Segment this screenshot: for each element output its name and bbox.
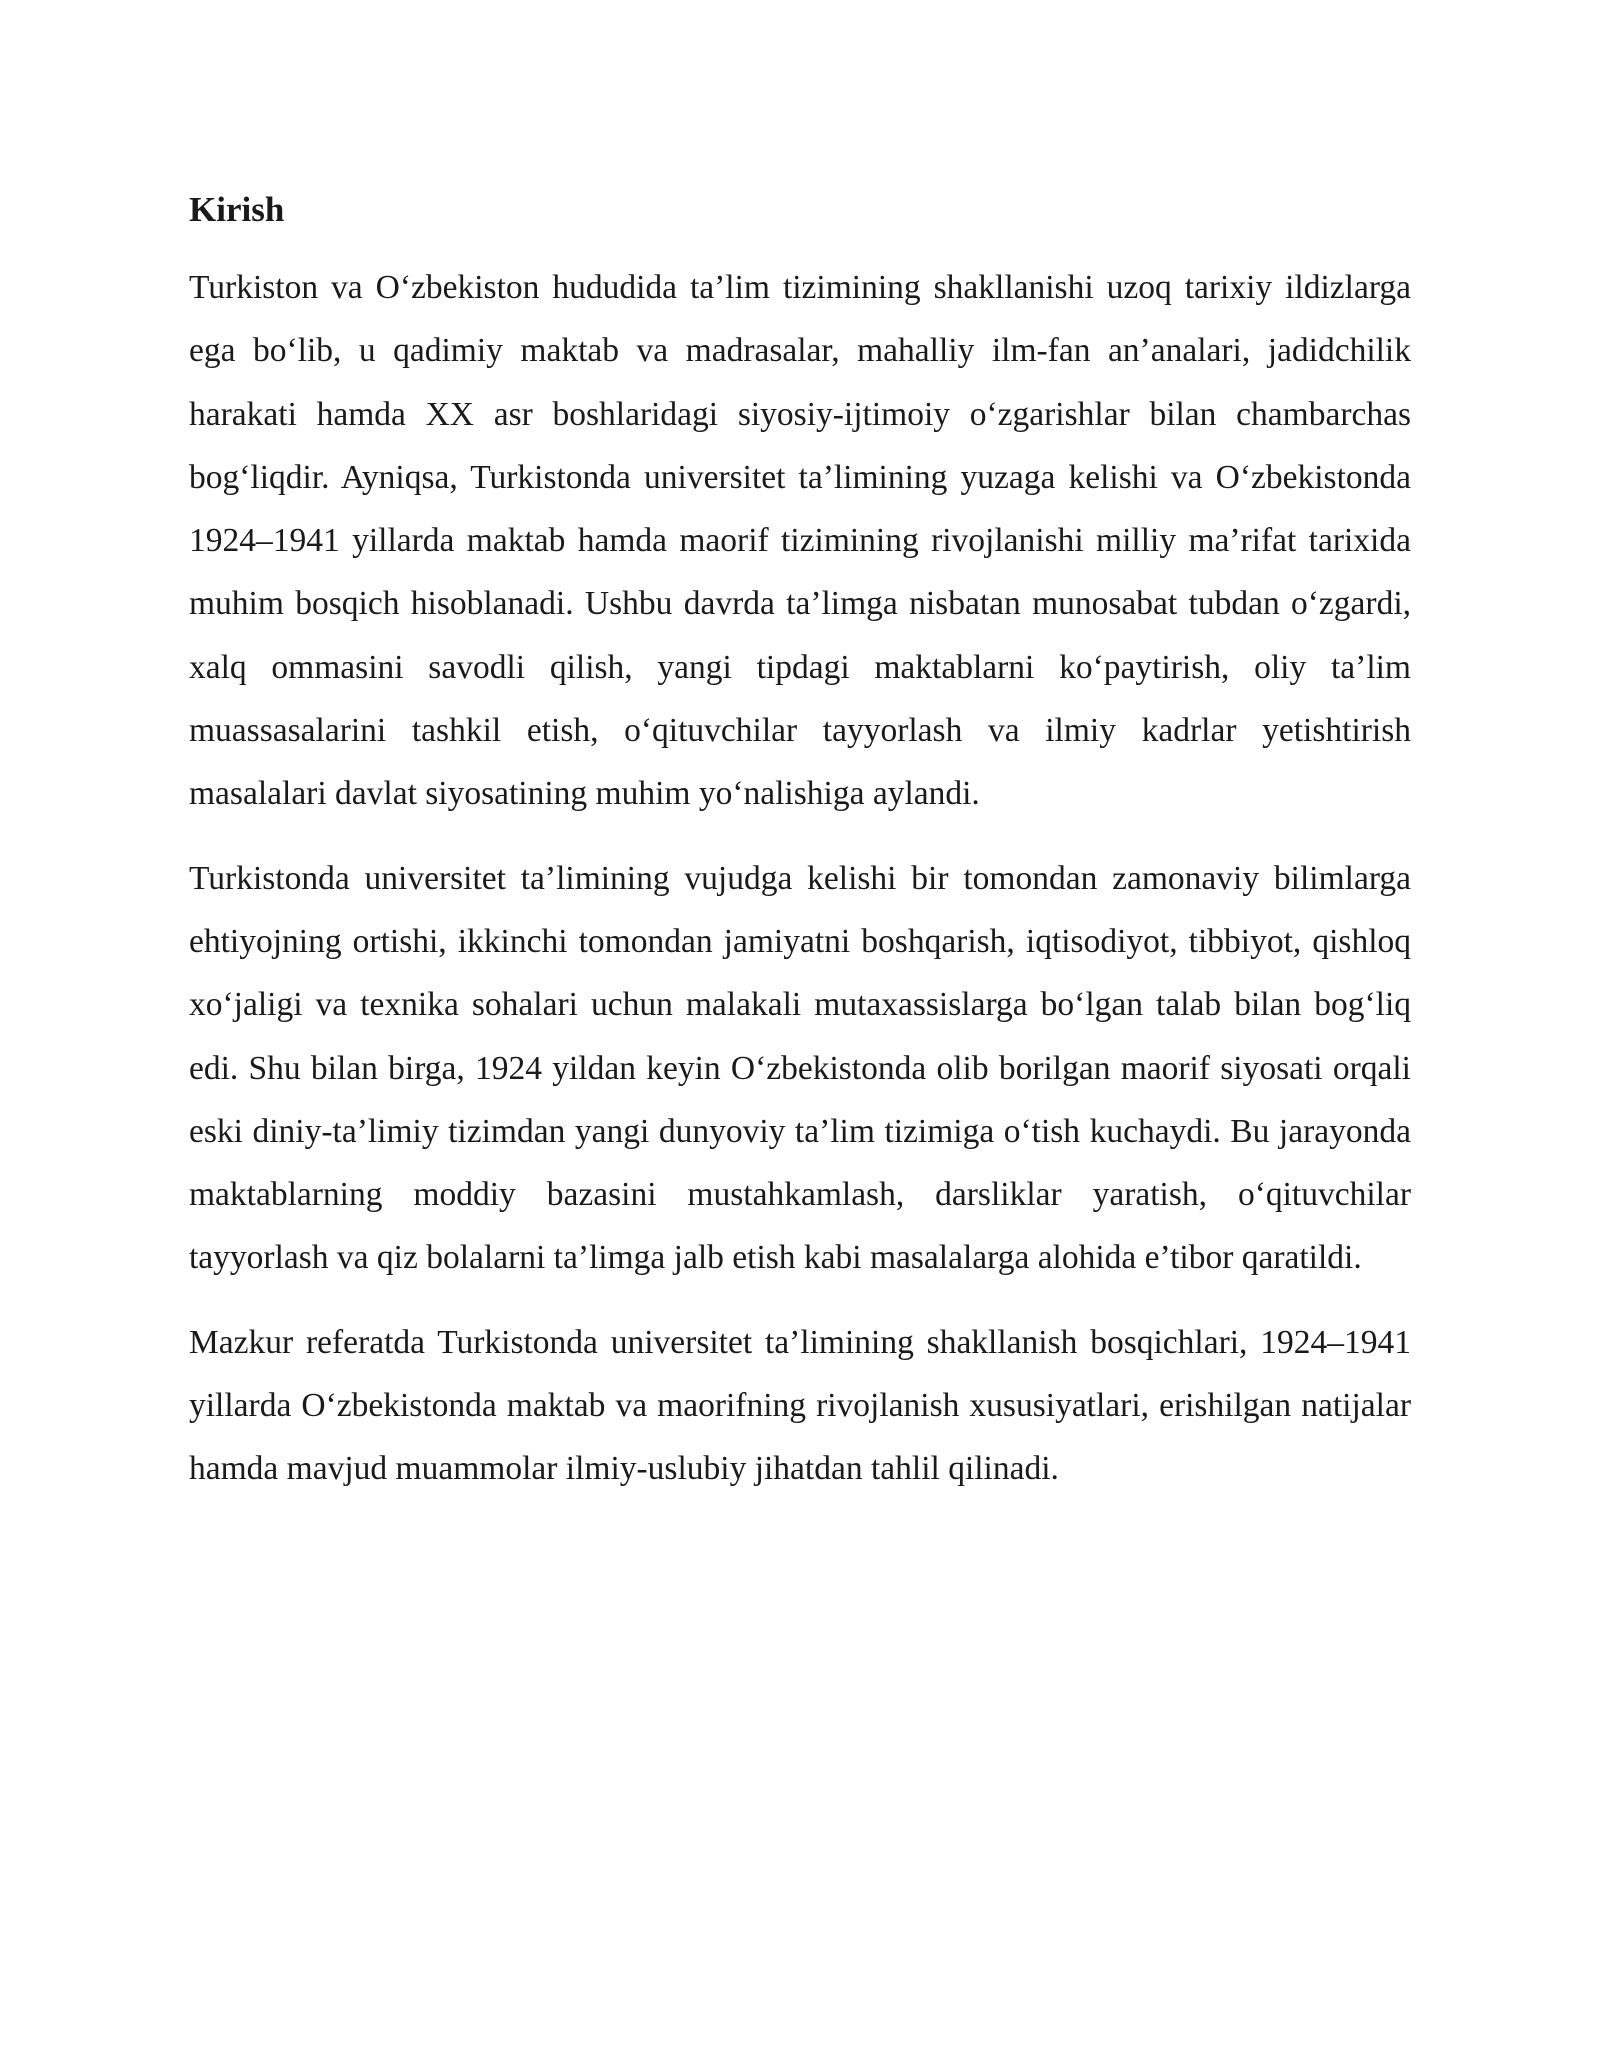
document-body (189, 186, 1411, 1522)
paragraph-3: Mazkur referatda Turkistonda universitet ta’limining shakllanish bosqichlari, 1924–1941 yillarda O‘zbekistonda maktab va maorifning rivojlanish xususiyatlari, erishilgan natijalar hamda mavjud muammolar ilmiy-uslubiy jihatdan tahlil qilinadi. (189, 1323, 1411, 1488)
paragraph-2: Turkistonda universitet ta’limining vujudga kelishi bir tomondan zamonaviy bilimlarga ehtiyojning ortishi, ikkinchi tomondan jamiyatni boshqarish, iqtisodiyot, tibbiyot, qishloq xo‘jaligi va texnika sohalari uchun malakali mutaxassislarga bo‘lgan talab bilan bog‘liq edi. Shu bilan birga, 1924 yildan keyin O‘zbekistonda olib borilgan maorif siyosati orqali eski diniy-ta’limiy tizimdan yangi dunyoviy ta’lim tizimiga o‘tish kuchaydi. Bu jarayonda maktablarning moddiy bazasini mustahkamlash, darsliklar yaratish, o‘qituvchilar tayyorlash va qiz bolalarni ta’limga jalb etish kabi masalalarga alohida e’tibor qaratildi. (189, 859, 1411, 1277)
paragraph-1: Turkiston va O‘zbekiston hududida ta’lim tizimining shakllanishi uzoq tarixiy ildizlarga ega bo‘lib, u qadimiy maktab va madrasalar, mahalliy ilm-fan an’analari, jadidchilik harakati hamda XX asr boshlaridagi siyosiy-ijtimoiy o‘zgarishlar bilan chambarchas bog‘liqdir. Ayniqsa, Turkistonda universitet ta’limining yuzaga kelishi va O‘zbekistonda 1924–1941 yillarda maktab hamda maorif tizimining rivojlanishi milliy ma’rifat tarixida muhim bosqich hisoblanadi. Ushbu davrda ta’limga nisbatan munosabat tubdan o‘zgardi, xalq ommasini savodli qilish, yangi tipdagi maktablarni ko‘paytirish, oliy ta’lim muassasalarini tashkil etish, o‘qituvchilar tayyorlash va ilmiy kadrlar yetishtirish masalalari davlat siyosatining muhim yo‘nalishiga aylandi. (189, 269, 1411, 813)
section-heading: Kirish (189, 190, 285, 229)
